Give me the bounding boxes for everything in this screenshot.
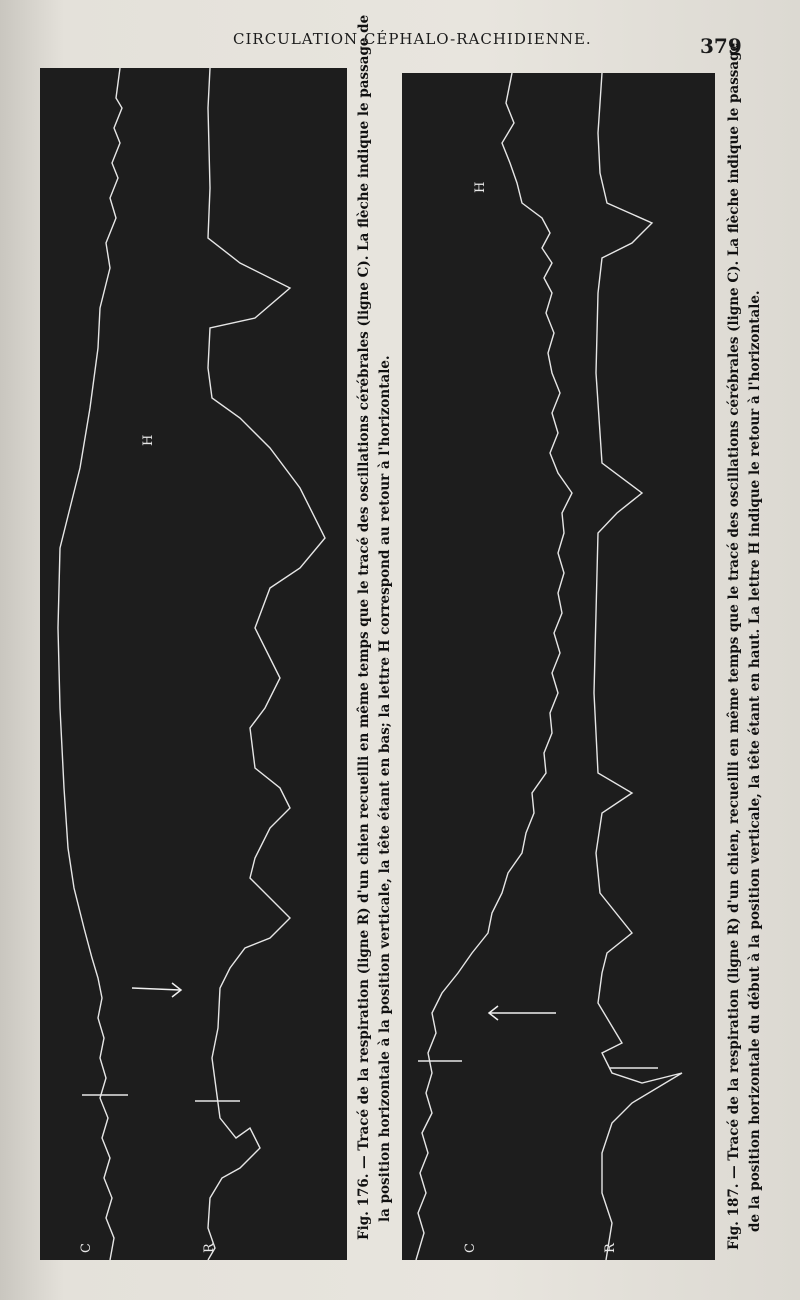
page-number: 379 [700,34,742,58]
figure-187-plate [402,73,715,1260]
trace-c-line [416,73,572,1260]
trace-r-line [208,68,325,1260]
trace-label-c: C [79,1243,94,1253]
trace-label-c: C [463,1243,478,1253]
figure-176-plate [40,68,347,1260]
figure-187-caption-line1: — Tracé de la respiration (ligne R) d'un chien, recueilli en même temps que le tracé des oscillations cérébrales (ligne C). La flèche indique le passage [726,42,742,1179]
figure-187-caption-line2: de la position horizontale du début à la position verticale, la tête étant en haut. La lettre H indique le retour à l'horizontale. [747,290,763,1232]
figure-176-caption-line1: — Tracé de la respiration (ligne R) d'un chien recueilli en même temps que le tracé des oscillations cérébrales (ligne C). La flèche indique le passage de [356,14,372,1169]
arrow-icon [132,983,181,997]
figure-176-label: Fig. 176. [356,1173,372,1240]
figure-176-caption [354,14,396,1240]
trace-label-r: R [202,1243,217,1253]
trace-label-h: H [141,434,156,446]
figure-187-traces [402,73,715,1260]
figure-187-label: Fig. 187. [726,1183,742,1250]
trace-label-r: R [603,1243,618,1253]
figure-176-caption-line2: la position horizontale à la position verticale, la tête étant en bas; la lettre H correspond au retour à l'horizontale. [377,355,393,1222]
trace-r-line [594,73,682,1260]
arrow-icon [489,1006,556,1020]
figure-176-traces [40,68,347,1260]
trace-c-line [58,68,122,1260]
figure-187-caption [724,42,766,1250]
trace-label-h: H [473,181,488,193]
running-header: CIRCULATION CÉPHALO-RACHIDIENNE. [233,30,592,48]
